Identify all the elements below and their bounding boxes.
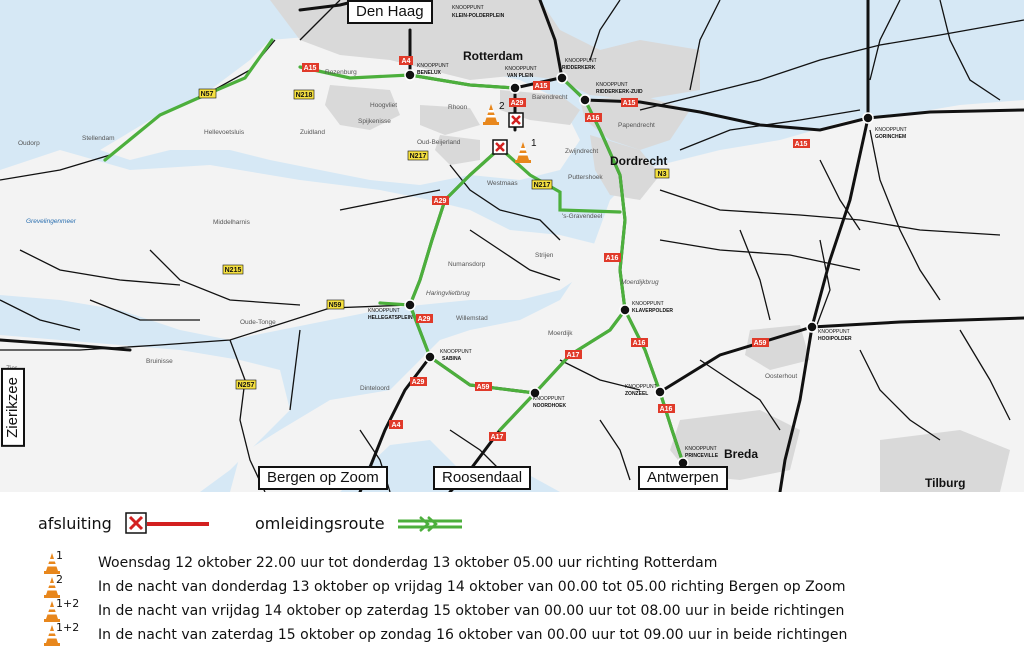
svg-text:Hellevoetsluis: Hellevoetsluis [204,129,245,136]
svg-text:KNOOPPUNT: KNOOPPUNT [625,384,657,390]
svg-text:Puttershoek: Puttershoek [568,174,603,181]
svg-text:A29: A29 [433,198,447,205]
badge-n59 [327,300,344,309]
badge-a15-rkzuid [621,98,638,107]
badge-a15-gorinchem [793,139,810,148]
city-box-roosendaal: Roosendaal [433,466,531,490]
badge-a4-benelux [399,56,413,65]
kp-name-benelux: BENELUX [417,70,441,76]
badge-a29-hellegat [416,314,433,323]
badge-n218 [294,90,314,99]
badge-a29-sabina [410,377,427,386]
kp-name-klein-polderplein: KLEIN-POLDERPLEIN [452,13,505,19]
legend-row-2-cone: 2 [56,573,63,586]
city-breda: Breda [724,447,759,461]
kp-name-ridderkerk: RIDDERKERK [562,65,596,71]
svg-text:N217: N217 [409,153,427,160]
kp-name-sabina: SABINA [442,356,462,362]
city-box-antwerpen: Antwerpen [638,466,728,490]
svg-text:Haringvlietbrug: Haringvlietbrug [426,290,470,297]
badge-a59-noordhoek [475,382,492,391]
legend-row-3-cone: 1+2 [56,597,80,610]
badge-n57 [199,89,216,98]
svg-text:A15: A15 [303,65,317,72]
kp-name-zonzeel: ZONZEEL [625,391,649,397]
svg-text:Grevelingenmeer: Grevelingenmeer [26,218,76,225]
svg-text:Moerdijk: Moerdijk [548,330,573,337]
legend [0,492,1024,666]
badge-a17-mid [565,350,582,359]
city-rotterdam: Rotterdam [463,49,524,63]
svg-text:Stellendam: Stellendam [82,135,115,142]
svg-text:KNOOPPUNT: KNOOPPUNT [440,349,472,355]
kp-name-noordhoek: NOORDHOEK [533,403,567,409]
svg-text:Dinteloord: Dinteloord [360,385,390,392]
svg-text:Zuidland: Zuidland [300,129,325,136]
svg-text:A16: A16 [586,115,600,122]
svg-text:N218: N218 [295,92,313,99]
svg-text:A4: A4 [391,422,401,429]
svg-text:Oude-Tonge: Oude-Tonge [240,319,276,326]
svg-text:KNOOPPUNT: KNOOPPUNT [875,127,907,133]
badge-a16-rkzuid [585,113,602,122]
svg-text:Willemstad: Willemstad [456,315,488,322]
svg-text:KNOOPPUNT: KNOOPPUNT [565,58,597,64]
legend-detour-label: omleidingsroute [255,514,385,533]
svg-text:'s-Gravendeel: 's-Gravendeel [562,213,603,220]
svg-text:Oud-Beijerland: Oud-Beijerland [417,139,461,146]
badge-a15-ridderkerk [533,81,550,90]
city-box-zierikzee: Zierikzee [1,368,25,447]
svg-text:N3: N3 [657,171,667,178]
legend-row-1-text: Woensdag 12 oktober 22.00 uur tot donderdag 13 oktober 05.00 uur richting Rotterdam [98,555,718,571]
svg-text:A15: A15 [622,100,636,107]
svg-text:A16: A16 [632,340,646,347]
svg-text:A15: A15 [794,141,808,148]
badge-a16-klaver [631,338,648,347]
svg-text:Moerdijkbrug: Moerdijkbrug [621,279,659,286]
legend-closure-label: afsluiting [38,514,112,533]
badge-a16-zonzeel [658,404,675,413]
map-cone-2-label: 2 [499,101,505,112]
kp-name-vanplein: VAN PLEIN [507,73,534,79]
kp-title: KNOOPPUNT [452,5,484,11]
svg-text:A16: A16 [659,406,673,413]
svg-text:Zwijndrecht: Zwijndrecht [565,148,599,155]
kp-name-gorinchem: GORINCHEM [875,134,907,140]
kp-name-princeville: PRINCEVILLE [685,453,719,459]
svg-text:N217: N217 [533,182,551,189]
badge-a59-east [752,338,769,347]
kp-name-hooipolder: HOOIPOLDER [818,336,852,342]
svg-text:Barendrecht: Barendrecht [532,94,568,101]
svg-text:N257: N257 [237,382,255,389]
svg-text:A16: A16 [605,255,619,262]
svg-text:Rhoon: Rhoon [448,104,468,111]
svg-text:KNOOPPUNT: KNOOPPUNT [596,82,628,88]
svg-text:KNOOPPUNT: KNOOPPUNT [632,301,664,307]
svg-text:Bruinisse: Bruinisse [146,358,173,365]
badge-a4-south [389,420,403,429]
badge-n3 [655,169,669,178]
svg-text:Westmaas: Westmaas [487,180,518,187]
city-box-bergen-op-zoom: Bergen op Zoom [258,466,388,490]
legend-row-1-cone: 1 [56,549,63,562]
closure-marker-north [509,113,523,127]
legend-row-4-text: In de nacht van zaterdag 15 oktober op zondag 16 oktober van 00.00 uur tot 09.00 uur in beide richtingen [98,627,848,643]
kp-name-ridderkerk-zuid: RIDDERKERK-ZUID [596,89,643,95]
svg-text:A17: A17 [490,434,504,441]
svg-text:Rozenburg: Rozenburg [325,69,357,76]
legend-row-4-cone: 1+2 [56,621,80,634]
svg-text:KNOOPPUNT: KNOOPPUNT [417,63,449,69]
badge-a15-west [302,63,319,72]
svg-text:KNOOPPUNT: KNOOPPUNT [368,308,400,314]
legend-row-3-text: In de nacht van vrijdag 14 oktober op zaterdag 15 oktober van 00.00 uur tot 08.00 uur in beide richtingen [98,603,845,619]
svg-text:KNOOPPUNT: KNOOPPUNT [505,66,537,72]
badge-n217-b [532,180,552,189]
city-dordrecht: Dordrecht [610,154,668,168]
badge-n215 [223,265,243,274]
badge-a29-vanplein [509,98,526,107]
svg-text:KNOOPPUNT: KNOOPPUNT [685,446,717,452]
svg-text:N59: N59 [328,302,342,309]
svg-text:A29: A29 [411,379,425,386]
legend-row-2-text: In de nacht van donderdag 13 oktober op vrijdag 14 oktober van 00.00 tot 05.00 richting Bergen op Zoom [98,579,846,595]
svg-text:Numansdorp: Numansdorp [448,261,486,268]
legend-closure-symbol [125,512,211,536]
svg-text:A59: A59 [476,384,490,391]
svg-text:Spijkenisse: Spijkenisse [358,118,391,125]
svg-text:Oudorp: Oudorp [18,140,40,147]
map-cone-1-label: 1 [531,138,537,149]
svg-text:A59: A59 [753,340,767,347]
badge-a29-mid [432,196,449,205]
svg-text:KNOOPPUNT: KNOOPPUNT [818,329,850,335]
svg-text:Middelharnis: Middelharnis [213,219,250,226]
city-box-den-haag: Den Haag [347,0,433,24]
svg-text:Papendrecht: Papendrecht [618,122,655,129]
svg-text:A15: A15 [534,83,548,90]
kp-name-hellegatsplein: HELLEGATSPLEIN [368,315,413,321]
svg-text:KNOOPPUNT: KNOOPPUNT [533,396,565,402]
svg-text:N57: N57 [200,91,214,98]
svg-text:Oosterhout: Oosterhout [765,373,798,380]
svg-text:Strijen: Strijen [535,252,554,259]
svg-text:Hoogvliet: Hoogvliet [370,102,398,109]
badge-n257 [236,380,256,389]
city-tilburg: Tilburg [925,476,966,490]
svg-text:N215: N215 [224,267,242,274]
kp-name-klaverpolder: KLAVERPOLDER [632,308,674,314]
badge-a17-south [489,432,506,441]
legend-detour-symbol [398,514,464,534]
svg-text:A4: A4 [401,58,411,65]
svg-text:A29: A29 [510,100,524,107]
badge-n217-a [408,151,428,160]
svg-text:A29: A29 [417,316,431,323]
svg-text:A17: A17 [566,352,580,359]
closure-marker-south [493,140,507,154]
badge-a16-mid [604,253,621,262]
